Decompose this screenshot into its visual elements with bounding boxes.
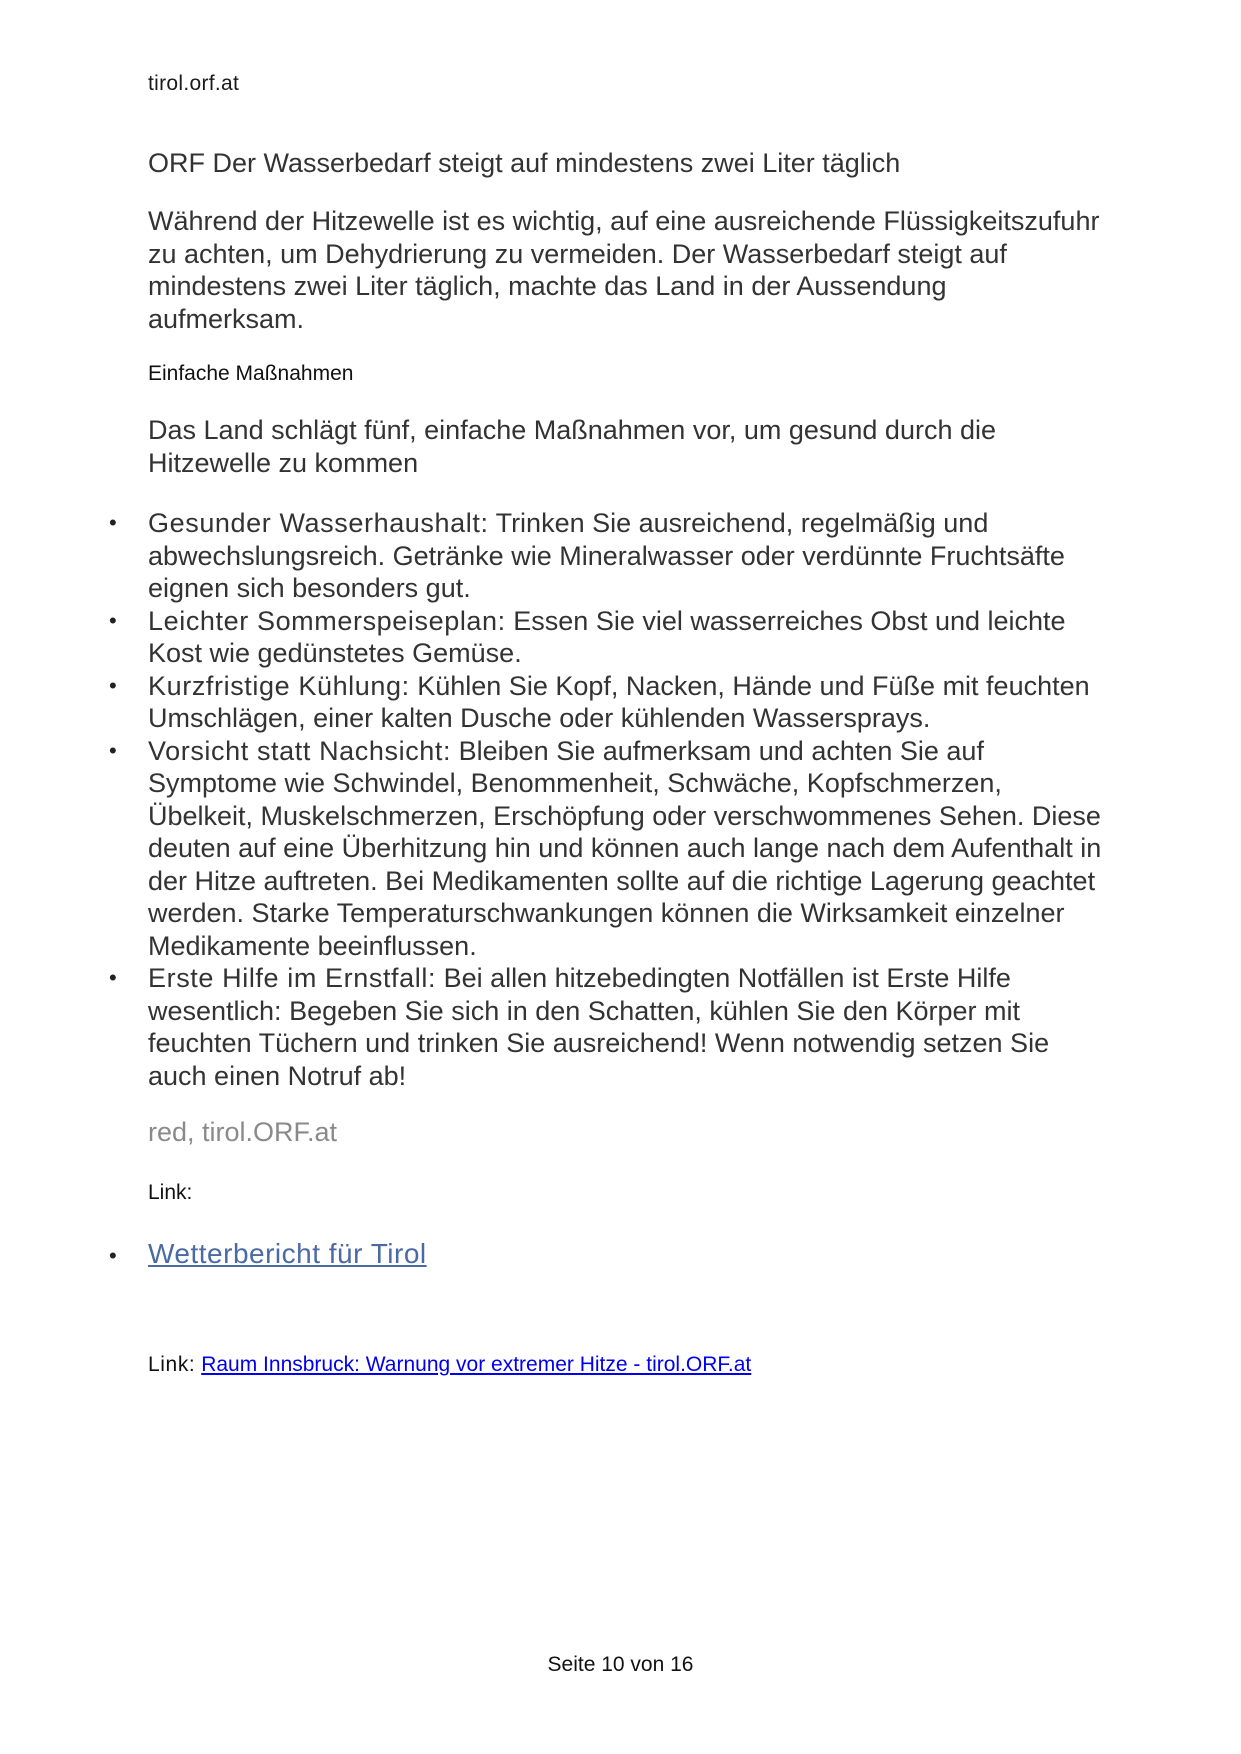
tip-lead: Erste Hilfe im Ernstfall:	[148, 963, 437, 993]
site-header: tirol.orf.at	[148, 72, 240, 95]
tip-text: Essen Sie viel wasserreiches Obst und leichte Kost wie gedünstetes Gemüse.	[148, 605, 1066, 668]
image-caption: ORF Der Wasserbedarf steigt auf mindestens zwei Liter täglich	[148, 148, 901, 178]
intro-paragraph: Während der Hitzewelle ist es wichtig, auf eine ausreichende Flüssigkeitszufuhr zu achten, um Dehydrierung zu vermeiden. Der Wasserbedarf steigt auf mindestens zwei Liter täglich, machte das Land in der Aussendung aufmerksam.	[148, 206, 1100, 334]
list-item	[148, 962, 1108, 1092]
tip-text: Bei allen hitzebedingten Notfällen ist Erste Hilfe wesentlich: Begeben Sie sich in den Schatten, kühlen Sie den Körper mit feuchten Tüchern und trinken Sie ausreichend! Wenn notwendig setzen Sie auch einen Notruf ab!	[148, 963, 1050, 1091]
tip-lead: Gesunder Wasserhaushalt:	[148, 508, 489, 538]
links-label: Link:	[148, 1181, 193, 1204]
section-subheading: Einfache Maßnahmen	[148, 362, 354, 385]
list-item	[148, 670, 1108, 735]
list-item	[148, 735, 1108, 963]
page-indicator: Seite 10 von 16	[547, 1653, 694, 1676]
list-item	[148, 605, 1108, 670]
tip-text: Bleiben Sie aufmerksam und achten Sie auf Symptome wie Schwindel, Benommenheit, Schwäche, Kopfschmerzen, Übelkeit, Muskelschmerzen, Erschöpfung oder verschwommenes Sehen. Diese deuten auf eine Überhitzung hin und können auch lange nach dem Aufenthalt in der Hitze auftreten. Bei Medikamenten sollte auf die richtige Lagerung geachtet werden. Starke Temperaturschwankungen können die Wirksamkeit einzelner Medikamente beeinflussen.	[148, 735, 1102, 961]
source-article-link[interactable]: Raum Innsbruck: Warnung vor extremer Hitze - tirol.ORF.at	[201, 1353, 752, 1376]
tip-lead: Vorsicht statt Nachsicht:	[148, 735, 452, 766]
tip-lead: Kurzfristige Kühlung:	[148, 670, 410, 701]
weather-report-link[interactable]: Wetterbericht für Tirol	[148, 1238, 427, 1269]
author-credit: red, tirol.ORF.at	[148, 1117, 338, 1147]
source-line	[148, 1353, 751, 1377]
tip-lead: Leichter Sommerspeiseplan:	[148, 605, 506, 636]
source-label: Link:	[148, 1353, 196, 1376]
measures-intro-paragraph: Das Land schlägt fünf, einfache Maßnahmen vor, um gesund durch die Hitzewelle zu kommen	[148, 415, 997, 478]
tip-text: Trinken Sie ausreichend, regelmäßig und abwechslungsreich. Getränke wie Mineralwasser oder verdünnte Fruchtsäfte eignen sich besonders gut.	[148, 508, 1065, 603]
list-item	[148, 507, 1108, 605]
tip-text: Kühlen Sie Kopf, Nacken, Hände und Füße mit feuchten Umschlägen, einer kalten Dusche oder kühlenden Wassersprays.	[148, 670, 1090, 733]
bullet-icon: •	[109, 1243, 117, 1268]
tips-list	[148, 507, 1108, 1092]
